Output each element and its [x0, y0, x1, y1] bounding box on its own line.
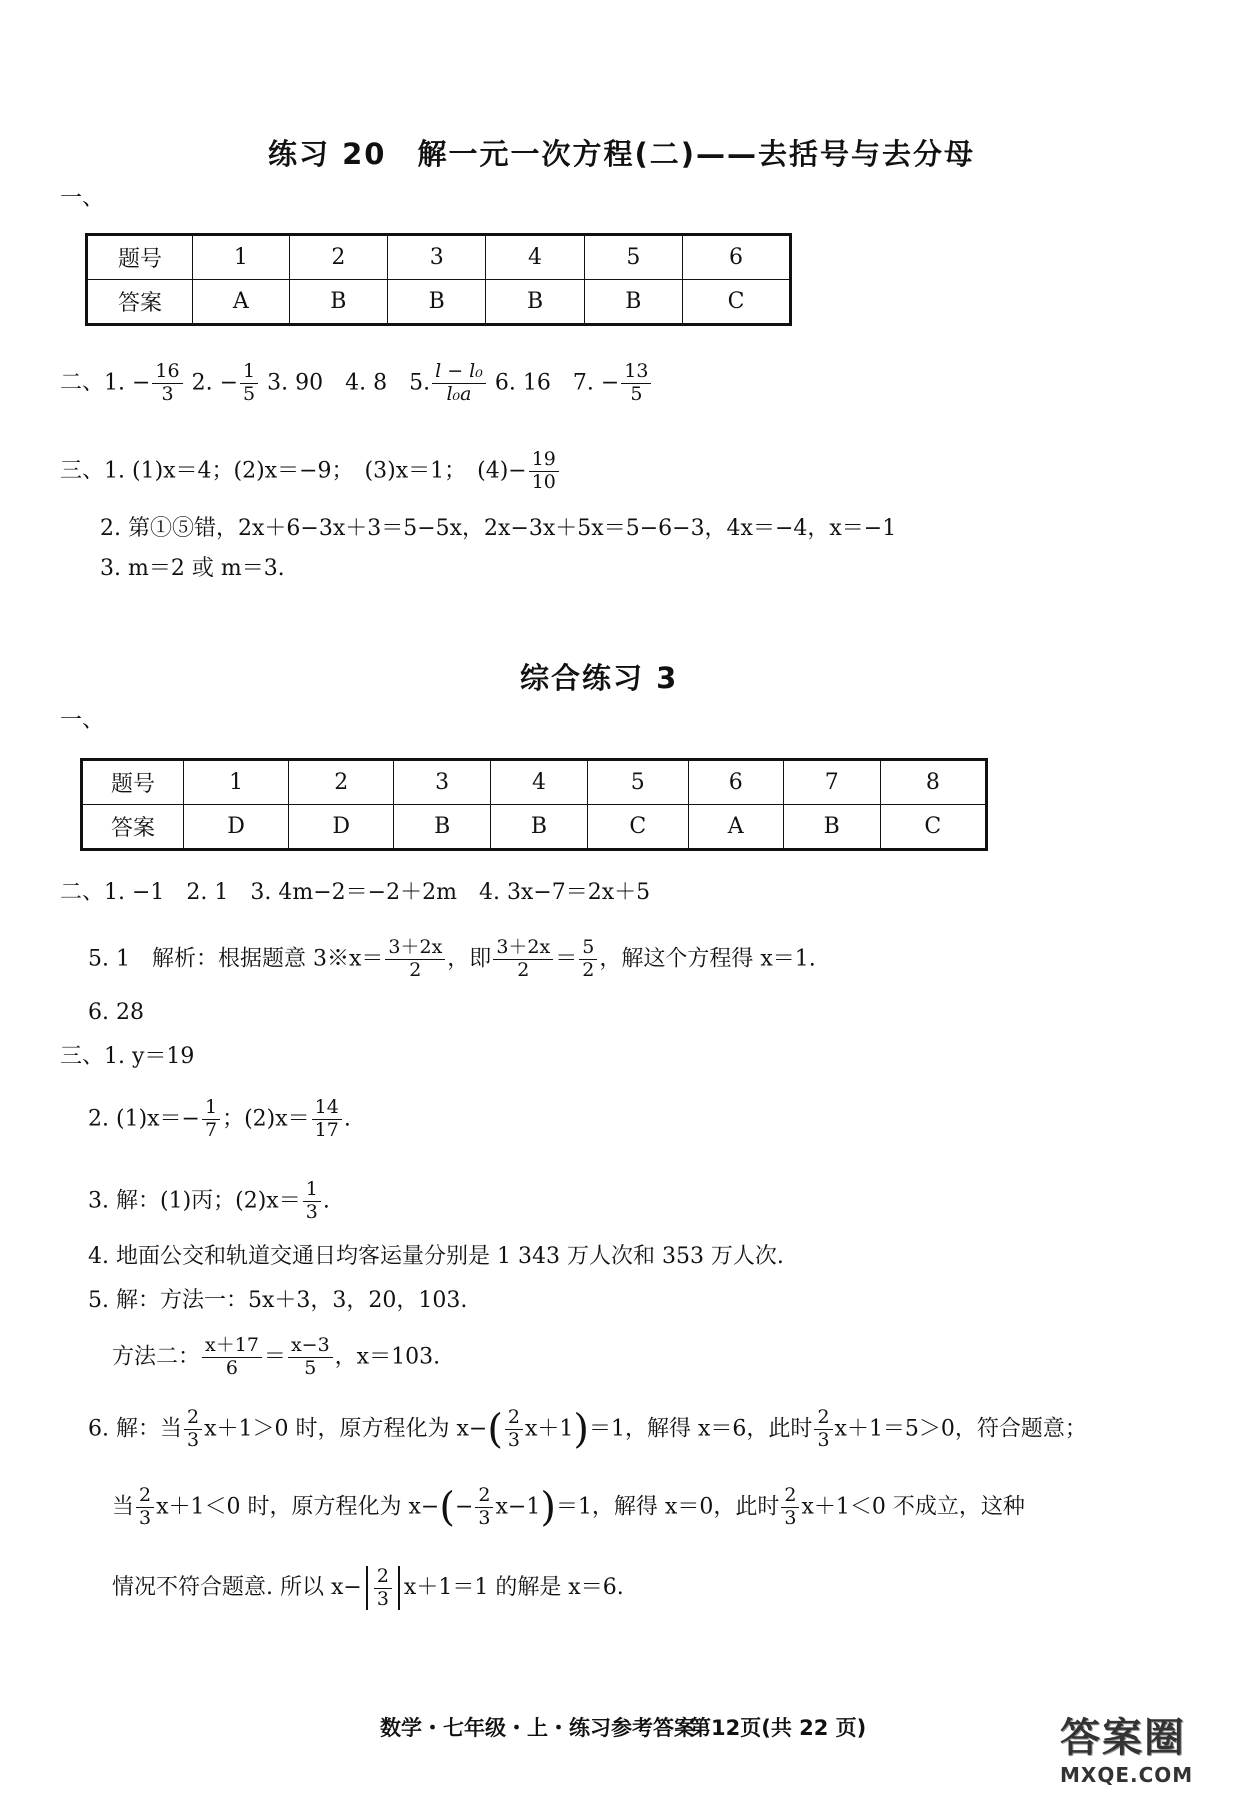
answer-text: 情况不符合题意. 所以 x−	[112, 1575, 362, 1600]
fraction-denominator: 2	[409, 958, 422, 981]
answer-text: x＋1＝5＞0，符合题意；	[834, 1416, 1087, 1442]
fraction-denominator: 2	[582, 958, 595, 981]
fraction	[184, 1408, 202, 1451]
fraction-numerator: 2	[505, 1408, 523, 1430]
answer-text: ；(2)x＝	[222, 1106, 310, 1132]
fraction-numerator: 1	[303, 1180, 321, 1202]
table-cell: 1	[184, 760, 289, 805]
fraction-numerator: 2	[184, 1408, 202, 1430]
table-header-cell: 答案	[87, 280, 193, 325]
answer-text: 5. 1 解析：根据题意 3※x＝	[88, 946, 384, 972]
answer-text: x＋1＞0 时，原方程化为 x−	[204, 1416, 488, 1442]
table-cell: 5	[587, 760, 688, 805]
fraction-numerator: 2	[374, 1567, 392, 1589]
left-paren: (	[487, 1406, 503, 1453]
fraction-denominator: 5	[630, 382, 643, 405]
fraction-denominator: 5	[304, 1356, 317, 1379]
answer-text: x−1	[495, 1494, 541, 1520]
answer-text: ，x＝103.	[334, 1344, 441, 1370]
fraction-denominator: 3	[507, 1428, 521, 1451]
fraction-denominator: 2	[517, 958, 530, 981]
table-header-cell: 题号	[87, 235, 193, 280]
fraction	[152, 362, 182, 405]
fraction-numerator: 1	[202, 1098, 220, 1120]
table-cell: B	[388, 280, 486, 325]
fraction-denominator: 3	[784, 1506, 797, 1529]
fraction	[529, 450, 559, 493]
table-cell: 3	[388, 235, 486, 280]
table-row	[87, 280, 791, 325]
section1-part3-line2: 2. 第①⑤错，2x＋6−3x＋3＝5−5x，2x−3x＋5x＝5−6−3，4x＝−4，x＝−1	[100, 516, 897, 541]
section2-q1: 三、1. y＝19	[60, 1044, 195, 1069]
absolute-value-bar	[366, 1566, 368, 1610]
fraction	[312, 1098, 342, 1141]
section2-q6-line1	[88, 1408, 1087, 1451]
fraction	[814, 1408, 832, 1451]
left-paren: (	[439, 1484, 455, 1531]
table-cell: 6	[688, 760, 783, 805]
table-cell: A	[688, 805, 783, 850]
fraction-denominator: 3	[817, 1428, 830, 1451]
answer-text: 6. 解：当	[88, 1416, 182, 1442]
fraction	[240, 362, 258, 405]
fraction-numerator: 5	[579, 938, 597, 960]
table-cell: C	[880, 805, 986, 850]
section2-q4: 4. 地面公交和轨道交通日均客运量分别是 1 343 万人次和 353 万人次.	[88, 1244, 784, 1269]
table-cell: D	[184, 805, 289, 850]
section1-title: 练习 20 解一元一次方程(二)——去括号与去分母	[268, 137, 975, 171]
section2-part2-line1: 二、1. −1 2. 1 3. 4m−2＝−2＋2m 4. 3x−7＝2x＋5	[60, 880, 651, 905]
answer-text: 方法二：	[112, 1344, 201, 1370]
table-cell: 2	[289, 760, 394, 805]
table-header-cell: 答案	[82, 805, 184, 850]
fraction-denominator: 3	[186, 1428, 200, 1451]
fraction-numerator: 16	[152, 362, 182, 384]
section1-part3-line3: 3. m＝2 或 m＝3.	[100, 556, 285, 581]
table-cell: 8	[880, 760, 986, 805]
table-cell: 7	[783, 760, 880, 805]
fraction	[432, 362, 486, 405]
fraction	[493, 938, 553, 981]
fraction-denominator: 10	[531, 470, 556, 493]
table-cell: C	[587, 805, 688, 850]
answer-text: 6. 16 7. −	[494, 370, 620, 396]
answer-text: x＋1＝1 的解是 x＝6.	[403, 1575, 624, 1600]
fraction-numerator: 14	[312, 1098, 342, 1120]
section1-part1-label: 一、	[60, 186, 105, 211]
answer-text: ＝	[555, 946, 578, 972]
fraction	[202, 1336, 262, 1379]
table-cell: B	[491, 805, 588, 850]
fraction	[621, 362, 651, 405]
answer-text: x＋1＜0 时，原方程化为 x−	[156, 1494, 440, 1520]
table-header-cell: 题号	[82, 760, 184, 805]
fraction	[136, 1486, 154, 1529]
right-paren: )	[573, 1406, 590, 1453]
fraction	[288, 1336, 333, 1379]
table-cell: 4	[486, 235, 584, 280]
absolute-value-bar	[398, 1566, 400, 1610]
section1-part3-line1	[60, 450, 561, 493]
answer-text: 当	[112, 1494, 135, 1520]
section2-title: 综合练习 3	[520, 661, 679, 695]
table-cell: D	[289, 805, 394, 850]
fraction-denominator: 3	[478, 1506, 491, 1529]
watermark-cn: 答案圈	[1060, 1715, 1186, 1761]
fraction-numerator: l − l₀	[432, 362, 486, 384]
section2-part2-line5	[88, 938, 816, 981]
fraction-denominator: 5	[243, 382, 256, 405]
fraction-numerator: 2	[475, 1486, 493, 1508]
answer-text: .	[322, 1188, 330, 1214]
table-cell: 6	[683, 235, 791, 280]
fraction	[374, 1564, 392, 1610]
table-cell: C	[683, 280, 791, 325]
fraction-numerator: x＋17	[202, 1336, 262, 1358]
table-row	[87, 235, 791, 280]
fraction	[303, 1180, 321, 1223]
fraction-numerator: 2	[136, 1486, 154, 1508]
table-row	[82, 805, 987, 850]
section1-part2-line	[60, 362, 653, 405]
fraction-denominator: 3	[376, 1587, 389, 1610]
section2-q2	[88, 1098, 351, 1141]
table-cell: 5	[584, 235, 682, 280]
answer-text: 2. (1)x＝−	[88, 1106, 200, 1132]
answer-text: 3. 解：(1)丙；(2)x＝	[88, 1188, 301, 1214]
footer-right: 第12页(共 22 页)	[690, 1716, 867, 1740]
table-cell: B	[289, 280, 387, 325]
answer-text: ，解这个方程得 x＝1.	[599, 946, 816, 972]
table-cell: B	[783, 805, 880, 850]
table-row	[82, 760, 987, 805]
fraction-denominator: 6	[225, 1356, 239, 1379]
fraction	[505, 1408, 523, 1451]
fraction	[579, 938, 597, 981]
right-paren: )	[540, 1484, 556, 1531]
fraction	[202, 1098, 220, 1141]
fraction-numerator: 19	[529, 450, 559, 472]
fraction	[475, 1486, 493, 1529]
answer-text: 3. 90 4. 8 5.	[267, 370, 431, 396]
answer-text: ＝	[263, 1344, 286, 1370]
fraction-denominator: 17	[314, 1118, 339, 1141]
answer-text: .	[343, 1106, 351, 1132]
fraction-denominator: 3	[139, 1506, 152, 1529]
section2-q5-line1: 5. 解：方法一：5x＋3，3，20，103.	[88, 1288, 468, 1313]
section2-q3	[88, 1180, 330, 1223]
answer-text: 三、1. (1)x＝4；(2)x＝−9； (3)x＝1； (4)−	[60, 458, 527, 484]
footer-left: 数学・七年级・上・练习参考答案	[380, 1716, 695, 1740]
table-cell: 3	[394, 760, 491, 805]
table-cell: 4	[491, 760, 588, 805]
table-cell: B	[584, 280, 682, 325]
fraction-numerator: 1	[240, 362, 258, 384]
fraction-numerator: x−3	[288, 1336, 333, 1358]
watermark-en: MXQE.COM	[1060, 1763, 1194, 1787]
section2-part2-line6: 6. 28	[88, 1000, 144, 1025]
section2-q6-line3	[112, 1566, 624, 1610]
answer-text: ，即	[447, 946, 492, 972]
answer-text: x＋1＜0 不成立，这种	[801, 1494, 1025, 1520]
fraction-numerator: 3＋2x	[493, 938, 553, 960]
table-cell: 2	[289, 235, 387, 280]
answer-text: ＝1，解得 x＝6，此时	[589, 1416, 813, 1442]
section2-q6-line2	[112, 1486, 1025, 1529]
fraction-denominator: 3	[305, 1200, 318, 1223]
section2-answer-table	[80, 758, 988, 851]
section2-q5-line2	[112, 1336, 440, 1379]
table-cell: B	[394, 805, 491, 850]
watermark-logo	[1060, 1706, 1230, 1792]
fraction-numerator: 13	[621, 362, 651, 384]
fraction-denominator: 3	[161, 382, 174, 405]
table-cell: 1	[193, 235, 290, 280]
fraction-denominator: l₀a	[446, 382, 472, 405]
table-cell: B	[486, 280, 584, 325]
answer-text: x＋1	[525, 1416, 574, 1442]
fraction-numerator: 3＋2x	[385, 938, 445, 960]
fraction	[385, 938, 445, 981]
table-cell: A	[193, 280, 290, 325]
section2-part1-label: 一、	[60, 708, 105, 733]
answer-text: 二、1. −	[60, 370, 151, 396]
fraction-numerator: 2	[781, 1486, 799, 1508]
fraction-numerator: 2	[814, 1408, 832, 1430]
fraction-denominator: 7	[205, 1118, 218, 1141]
answer-text: −	[454, 1494, 474, 1520]
fraction	[781, 1486, 799, 1529]
answer-text: 2. −	[191, 370, 239, 396]
answer-text: ＝1，解得 x＝0，此时	[555, 1494, 780, 1520]
section1-answer-table	[85, 233, 792, 326]
